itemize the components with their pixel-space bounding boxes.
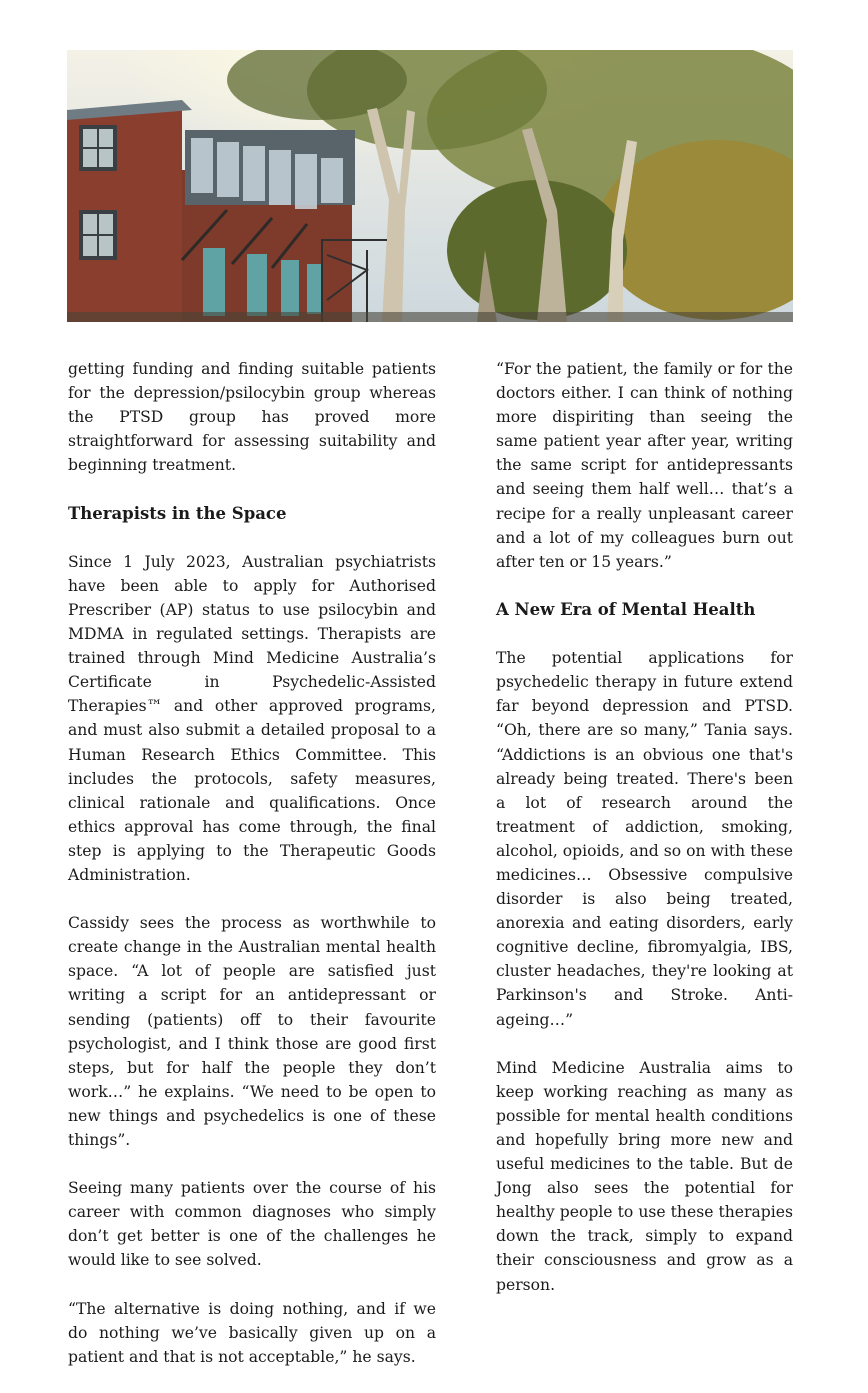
left-paragraph-1: getting funding and finding suitable patients for the depression/psilocybin group whereas the PTSD group has proved more straightforward for assessing suitability and beginning treatment. bbox=[68, 360, 436, 475]
left-paragraph-3: Cassidy sees the process as worthwhile to create change in the Australian mental health space. “A lot of people are satisfied just writing a script for an antidepressant or sending (patients) off to their favourite psychologist, and I think those are good first steps, but for half the people they don’t work…” he explains. “We need to be open to new things and psychedelics is one of these things”. bbox=[68, 914, 436, 1149]
right-paragraph-3: Mind Medicine Australia aims to keep working reaching as many as possible for mental health conditions and hopefully bring more new and useful medicines to the table. But de Jong also sees the potential for healthy people to use these therapies down the track, simply to expand their consciousness and grow as a person. bbox=[496, 1058, 793, 1294]
left-paragraph-2: Since 1 July 2023, Australian psychiatrists have been able to apply for Authorised Prescriber (AP) status to use psilocybin and MDMA in regulated settings. Therapists are trained through Mind Medicine Australia’s Certificate in Psychedelic-Assisted Therapies™ and other approved programs, and must also submit a detailed proposal to a Human Research Ethics Committee. This includes the protocols, safety measures, clinical rationale and qualifications. Once ethics approval has come through, the final step is applying to the Therapeutic Goods Administration. bbox=[68, 552, 436, 884]
heading-therapists: Therapists in the Space bbox=[68, 503, 287, 523]
left-column bbox=[68, 357, 436, 1393]
right-paragraph-2: The potential applications for psychedelic therapy in future extend far beyond depression and PTSD. “Oh, there are so many,” Tania says. “Addictions is an obvious one that's already being treated. There's been a lot of research around the treatment of addiction, smoking, alcohol, opioids, and so on with these medicines… Obsessive compulsive disorder is also being treated, anorexia and eating disorders, early cognitive decline, fibromyalgia, IBS, cluster headaches, they're looking at Parkinson's and Stroke. Anti-ageing…” bbox=[496, 649, 793, 1029]
building-with-trees-photo bbox=[67, 50, 793, 322]
left-paragraph-4: Seeing many patients over the course of his career with common diagnoses who simply don’t get better is one of the challenges he would like to see solved. bbox=[68, 1179, 436, 1270]
right-paragraph-1: “For the patient, the family or for the doctors either. I can think of nothing more dispiriting than seeing the same patient year after year, writing the same script for antidepressants and seeing them half well… that’s a recipe for a really unpleasant career and a lot of my colleagues burn out after ten or 15 years.” bbox=[496, 360, 793, 571]
right-column bbox=[496, 357, 793, 1321]
left-paragraph-5: “The alternative is doing nothing, and if we do nothing we’ve basically given up on a patient and that is not acceptable,” he says. bbox=[68, 1299, 436, 1366]
header-photo bbox=[67, 50, 793, 322]
heading-new-era: A New Era of Mental Health bbox=[496, 599, 756, 619]
